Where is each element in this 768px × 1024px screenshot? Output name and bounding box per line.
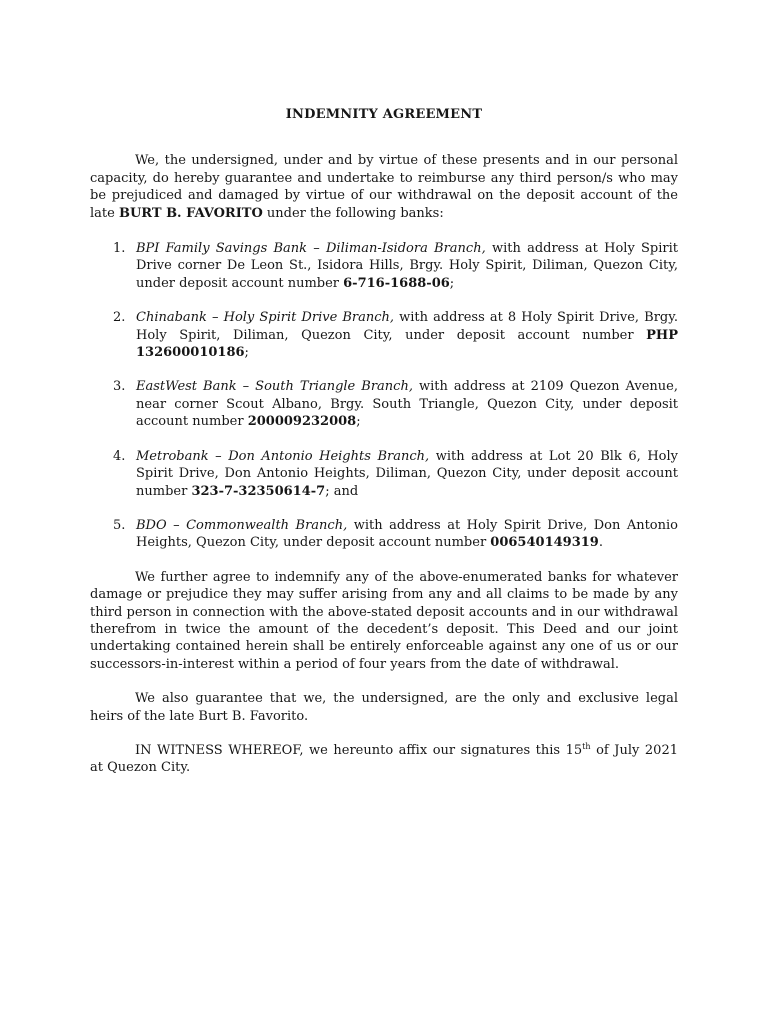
list-item [90, 517, 678, 552]
bank-address: with address at Lot 20 Blk 6, Holy Spirit Drive, Don Antonio Heights, Diliman, Quezon City, under deposit account number [136, 448, 678, 499]
witness-tail: of July 2021 at Quezon City. [90, 742, 678, 776]
item-suffix: ; [356, 414, 361, 430]
bank-address: with address at 2109 Quezon Avenue, near corner Scout Albano, Brgy. South Triangle, Quezon City, under deposit account number [136, 379, 678, 430]
item-suffix: ; [449, 275, 455, 291]
document-page [90, 106, 678, 777]
bank-name: Chinabank – Holy Spirit Drive Branch, [136, 310, 395, 326]
item-suffix: ; and [325, 483, 359, 499]
decedent-name: BURT B. FAVORITO [118, 205, 263, 221]
bank-address: with address at Holy Spirit Drive corner De Leon St., Isidora Hills, Brgy. Holy Spirit, Diliman, Quezon City, under deposit account number [136, 241, 678, 291]
bank-name: Metrobank – Don Antonio Heights Branch, [136, 448, 430, 464]
list-item-number: 4. [113, 448, 126, 464]
bank-name: BDO – Commonwealth Branch, [136, 517, 348, 533]
bank-list [90, 240, 678, 552]
bank-address: with address at 8 Holy Spirit Drive, Brgy. Holy Spirit, Diliman, Quezon City, under deposit account number [136, 310, 678, 343]
list-item-number: 1. [113, 241, 126, 257]
account-number: 200009232008 [247, 414, 357, 430]
heirs-paragraph: We also guarantee that we, the undersigned, are the only and exclusive legal heirs of the late Burt B. Favorito. [90, 691, 678, 724]
document-title: INDEMNITY AGREEMENT [285, 107, 483, 122]
list-item [90, 240, 678, 292]
item-suffix: ; [244, 345, 249, 361]
account-number: 323-7-32350614-7 [191, 483, 326, 499]
list-item [90, 448, 678, 500]
intro-paragraph [90, 152, 678, 222]
item-suffix: . [598, 535, 603, 551]
list-item-number: 3. [113, 379, 126, 395]
account-number: PHP 132600010186 [136, 327, 678, 361]
list-item-number: 2. [113, 310, 126, 326]
intro-tail: under the following banks: [262, 205, 444, 221]
witness-paragraph [90, 742, 678, 777]
bank-address: with address at Holy Spirit Drive, Don Antonio Heights, Quezon City, under deposit account number [136, 517, 678, 551]
list-item [90, 309, 678, 361]
list-item-number: 5. [113, 517, 126, 533]
indemnify-paragraph: We further agree to indemnify any of the above-enumerated banks for whatever damage or prejudice they may suffer arising from any and all claims to be made by any third person in connection with the above-stated deposit accounts and in our withdrawal therefrom in twice the amount of the decedent’s deposit. This Deed and our joint undertaking contained herein shall be entirely enforceable against any one of us or our successors-in-interest within a period of four years from the date of withdrawal. [90, 569, 678, 672]
bank-name: BPI Family Savings Bank – Diliman-Isidora Branch, [136, 241, 486, 257]
intro-text: We, the undersigned, under and by virtue of these presents and in our personal capacity, do hereby guarantee and undertake to reimburse any third person/s who may be prejudiced and damaged by virtue of our withdrawal on the deposit account of the late [90, 153, 678, 221]
account-number: 006540149319 [490, 535, 599, 551]
bank-name: EastWest Bank – South Triangle Branch, [136, 379, 413, 395]
witness-text: IN WITNESS WHEREOF, we hereunto affix our signatures this 15 [135, 742, 583, 758]
ordinal-suffix: th [582, 741, 591, 751]
account-number: 6-716-1688-06 [343, 275, 450, 291]
list-item [90, 378, 678, 430]
